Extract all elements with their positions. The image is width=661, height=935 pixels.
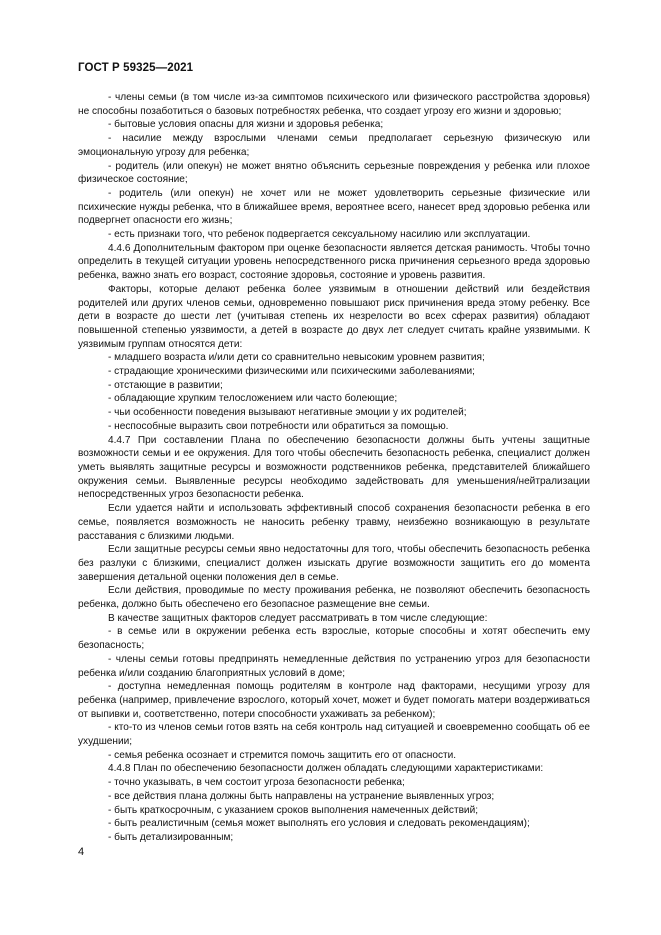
paragraph: - родитель (или опекун) не может внятно объяснить серьезные повреждения у ребенка или плохое физическое состояние; [78,160,590,186]
paragraph: - чьи особенности поведения вызывают негативные эмоции у их родителей; [108,407,467,419]
paragraph: - семья ребенка осознает и стремится помочь защитить его от опасности. [108,749,457,761]
paragraph: 4.4.8 План по обеспечению безопасности должен обладать следующими характеристиками: [108,763,544,775]
paragraph: - члены семьи готовы предпринять немедленные действия по устранению угроз для безопасности ребенка и/или созданию благоприятных условий в доме; [78,653,590,679]
paragraph: 4.4.7 При составлении Плана по обеспечению безопасности должны быть учтены защитные возможности семьи и ее окружения. Для того чтобы обеспечить безопасность ребенка, специалист должен уметь выявлять защитные ресурсы и возможности родственников ребенка, представителей ближайшего окружения семьи. Выявленные ресурсы необходимо задействовать для уменьшения/нейтрализации непосредственных угроз безопасности ребенка. [78,434,590,501]
paragraph: - в семье или в окружении ребенка есть взрослые, которые способны и хотят обеспечить ему безопасность; [78,626,590,652]
paragraph: - все действия плана должны быть направлены на устранение выявленных угроз; [108,790,495,802]
paragraph: Факторы, которые делают ребенка более уязвимым в отношении действий или бездействия родителей или других членов семьи, одновременно повышают риск причинения вреда этому ребенку. Все дети в возрасте до шести лет (учитывая степень их незрелости во всех сферах развития) обладают повышенной степенью уязвимости, а детей в возрасте до двух лет следует считать крайне уязвимыми. К уязвимым группам относятся дети: [78,283,590,350]
paragraph: - обладающие хрупким телосложением или часто болеющие; [108,393,398,405]
paragraph: - быть реалистичным (семья может выполнять его условия и следовать рекомендациям); [108,818,530,830]
document-body [78,91,590,845]
paragraph: - точно указывать, в чем состоит угроза безопасности ребенка; [108,777,405,789]
paragraph: - быть краткосрочным, с указанием сроков выполнения намеченных действий; [108,804,479,816]
paragraph: - младшего возраста и/или дети со сравнительно невысоким уровнем развития; [108,352,485,364]
paragraph: - доступна немедленная помощь родителям в контроле над факторами, несущими угрозу для ребенка (например, привлечение взрослого, который хочет, может и будет помогать матери воздерживаться от выпивки и, соответственно, потери способности ухаживать за ребенком); [78,681,590,720]
document-header: ГОСТ Р 59325—2021 [78,62,194,74]
paragraph: - члены семьи (в том числе из-за симптомов психического или физического расстройства здоровья) не способны позаботиться о базовых потребностях ребенка, что создает угрозу его жизни и здоровью; [78,92,590,117]
paragraph: В качестве защитных факторов следует рассматривать в том числе следующие: [108,612,488,624]
paragraph: - бытовые условия опасны для жизни и здоровья ребенка; [108,119,384,131]
paragraph: - насилие между взрослыми членами семьи предполагает серьезную физическую или эмоциональную угрозу для ребенка; [78,133,590,158]
page-number: 4 [78,846,85,858]
paragraph: 4.4.6 Дополнительным фактором при оценке безопасности является детская ранимость. Чтобы точно определить в текущей ситуации уровень непосредственного риска причинения серьезного вреда здоровью ребенка, важно знать его возраст, состояние здоровья, состояние и уровень развития. [78,242,590,282]
paragraph: - есть признаки того, что ребенок подвергается сексуальному насилию или эксплуатации. [108,229,531,241]
paragraph: - родитель (или опекун) не хочет или не может удовлетворить серьезные физические или психические нужды ребенка, что в ближайшее время, вероятнее всего, нанесет вред здоровью ребенка или подвергнет опасности его жизнь; [78,187,590,227]
paragraph: Если защитные ресурсы семьи явно недостаточны для того, чтобы обеспечить безопасность ребенка без разлуки с близкими, специалист должен изыскать другие возможности защитить его до момента завершения детальной оценки положения дел в семье. [78,544,590,583]
paragraph: - страдающие хроническими физическими или психическими заболеваниями; [108,366,475,378]
paragraph: - быть детализированным; [108,831,234,843]
paragraph: Если действия, проводимые по месту проживания ребенка, не позволяют обеспечить безопасность ребенка, должно быть обеспечено его безопасное размещение вне семьи. [78,585,590,611]
paragraph: - кто-то из членов семьи готов взять на себя контроль над ситуацией и своевременно сообщать об ее ухудшении; [78,722,590,748]
paragraph: Если удается найти и использовать эффективный способ сохранения безопасности ребенка в его семье, появляется возможность не наносить ребенку травму, неизбежно возникающую в результате расставания с близкими людьми. [78,503,590,542]
paragraph: - отстающие в развитии; [108,379,223,391]
paragraph: - неспособные выразить свои потребности или обратиться за помощью. [108,420,449,432]
